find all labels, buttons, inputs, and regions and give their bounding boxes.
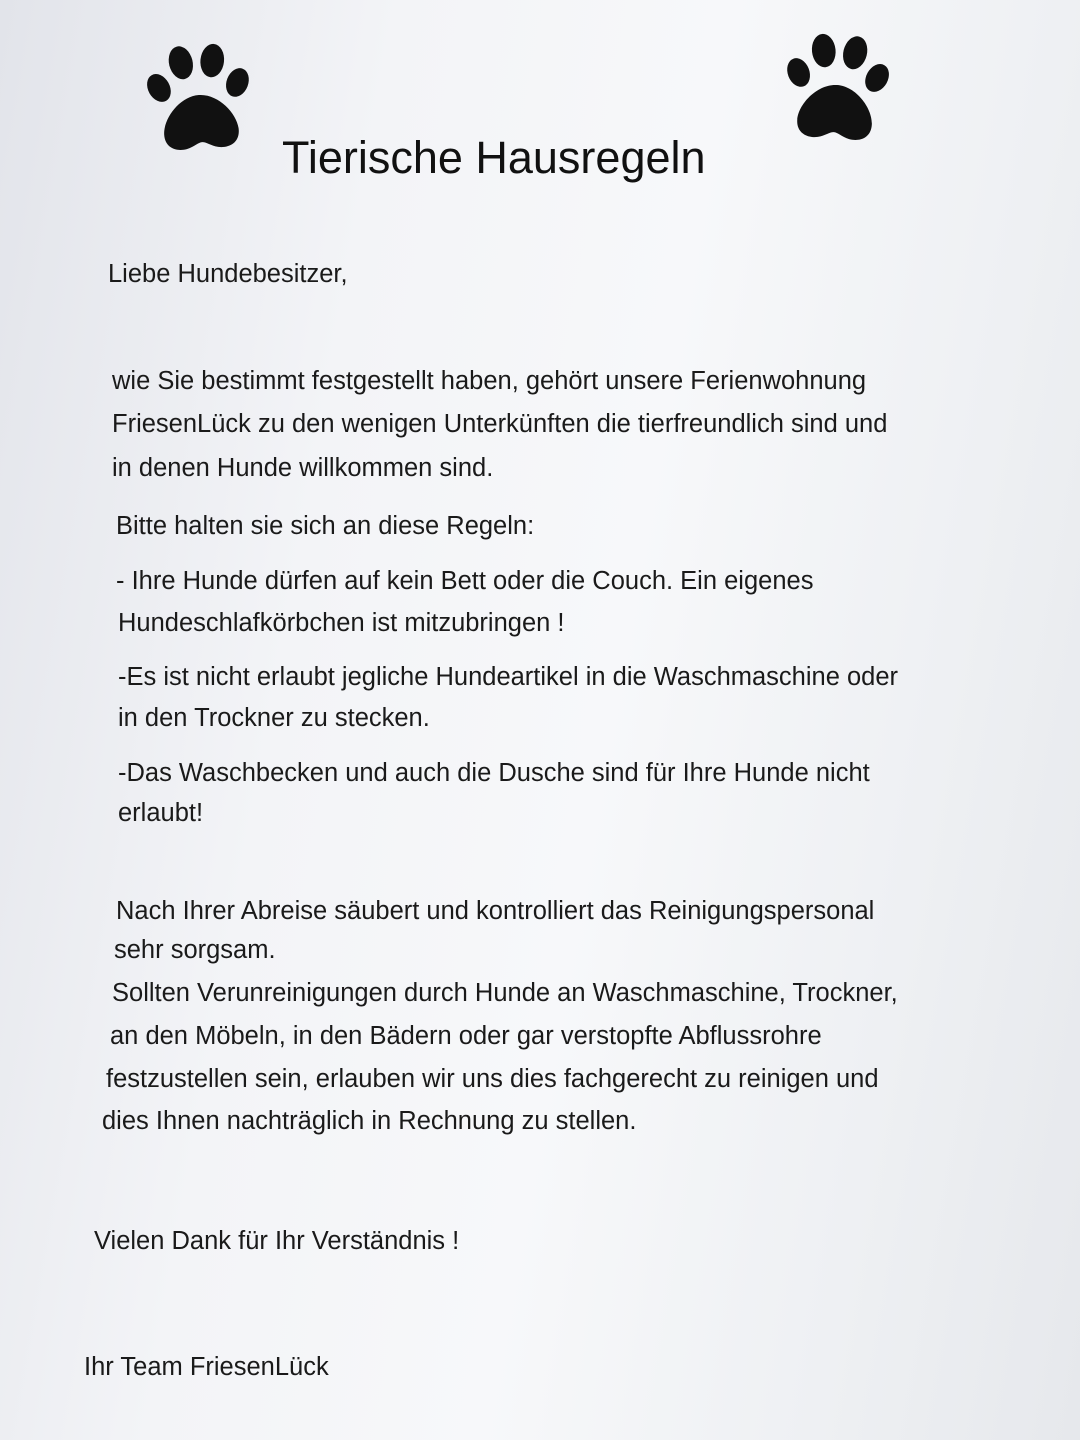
intro-line: in denen Hunde willkommen sind. <box>112 454 494 482</box>
closing-line: festzustellen sein, erlauben wir uns dies fachgerecht zu reinigen und <box>106 1065 879 1093</box>
rule-line: - Ihre Hunde dürfen auf kein Bett oder die Couch. Ein eigenes <box>116 567 814 595</box>
intro-line: FriesenLück zu den wenigen Unterkünften die tierfreundlich sind und <box>112 410 888 438</box>
paw-print-icon <box>774 24 900 150</box>
rule-line: Hundeschlafkörbchen ist mitzubringen ! <box>118 609 565 637</box>
closing-line: dies Ihnen nachträglich in Rechnung zu stellen. <box>102 1107 637 1135</box>
closing-line: Sollten Verunreinigungen durch Hunde an Waschmaschine, Trockner, <box>112 979 898 1007</box>
signature: Ihr Team FriesenLück <box>84 1353 329 1381</box>
intro-line: wie Sie bestimmt festgestellt haben, gehört unsere Ferienwohnung <box>112 367 867 395</box>
closing-line: Nach Ihrer Abreise säubert und kontrolliert das Reinigungspersonal <box>116 897 875 925</box>
closing-line: an den Möbeln, in den Bädern oder gar verstopfte Abflussrohre <box>110 1022 822 1050</box>
paw-print-icon <box>136 34 262 160</box>
document-title: Tierische Hausregeln <box>282 132 706 183</box>
rule-line: erlaubt! <box>118 799 204 827</box>
rule-line: -Das Waschbecken und auch die Dusche sind für Ihre Hunde nicht <box>118 759 870 787</box>
closing-line: sehr sorgsam. <box>114 936 276 964</box>
greeting: Liebe Hundebesitzer, <box>108 260 348 288</box>
thanks-line: Vielen Dank für Ihr Verständnis ! <box>94 1227 460 1255</box>
rules-intro: Bitte halten sie sich an diese Regeln: <box>116 512 535 540</box>
rule-line: in den Trockner zu stecken. <box>118 704 430 732</box>
rule-line: -Es ist nicht erlaubt jegliche Hundeartikel in die Waschmaschine oder <box>118 663 899 691</box>
